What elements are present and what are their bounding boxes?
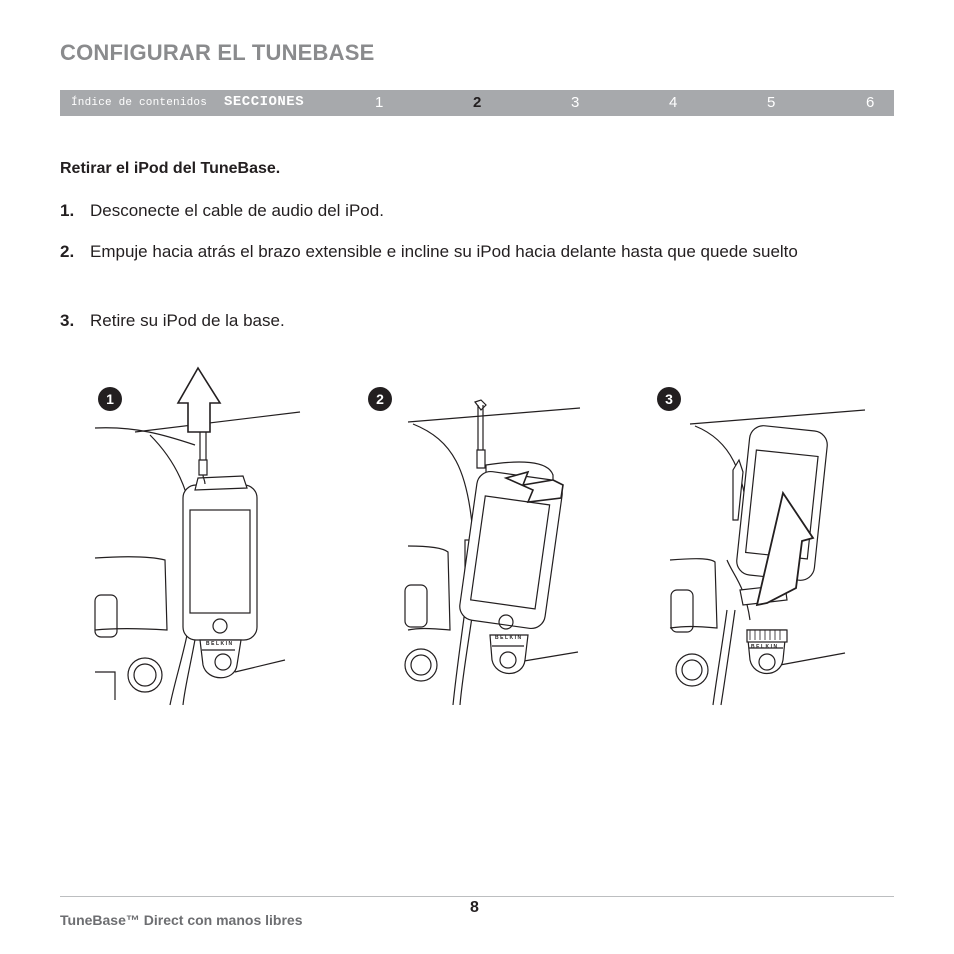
section-nav-bar: [60, 90, 894, 116]
table-of-contents-link[interactable]: Índice de contenidos: [71, 97, 208, 109]
nav-section-2[interactable]: 2: [473, 94, 482, 111]
step-badge: 1: [98, 387, 122, 411]
step-badge: 2: [368, 387, 392, 411]
nav-section-6[interactable]: 6: [866, 94, 875, 111]
step-badge: 3: [657, 387, 681, 411]
page-title: CONFIGURAR EL TUNEBASE: [60, 40, 375, 65]
nav-section-1[interactable]: 1: [375, 94, 384, 111]
illustration-step-2: [368, 360, 583, 705]
sections-label: SECCIONES: [224, 94, 305, 110]
step-text: Empuje hacia atrás el brazo extensible e incline su iPod hacia delante hasta que quede suelto: [90, 242, 798, 261]
step-number: 3.: [60, 311, 75, 330]
footer-divider: [60, 896, 894, 897]
dock-illustration-1: [95, 360, 305, 705]
dock-illustration-2: [368, 360, 583, 705]
illustration-step-3: [655, 360, 875, 705]
nav-section-3[interactable]: 3: [571, 94, 580, 111]
step-number: 2.: [60, 242, 75, 261]
belkin-logo: BELKIN: [206, 641, 234, 647]
nav-section-4[interactable]: 4: [669, 94, 678, 111]
belkin-logo: BELKIN: [751, 644, 779, 650]
step-text: Desconecte el cable de audio del iPod.: [90, 201, 384, 220]
nav-section-5[interactable]: 5: [767, 94, 776, 111]
illustration-step-1: [95, 360, 305, 705]
dock-illustration-3: [655, 360, 875, 705]
belkin-logo: BELKIN: [495, 635, 523, 641]
section-heading: Retirar el iPod del TuneBase.: [60, 160, 281, 177]
step-number: 1.: [60, 201, 75, 220]
step-text: Retire su iPod de la base.: [90, 311, 285, 330]
footer-product-name: TuneBase™ Direct con manos libres: [60, 912, 303, 928]
page-number: 8: [470, 899, 479, 916]
